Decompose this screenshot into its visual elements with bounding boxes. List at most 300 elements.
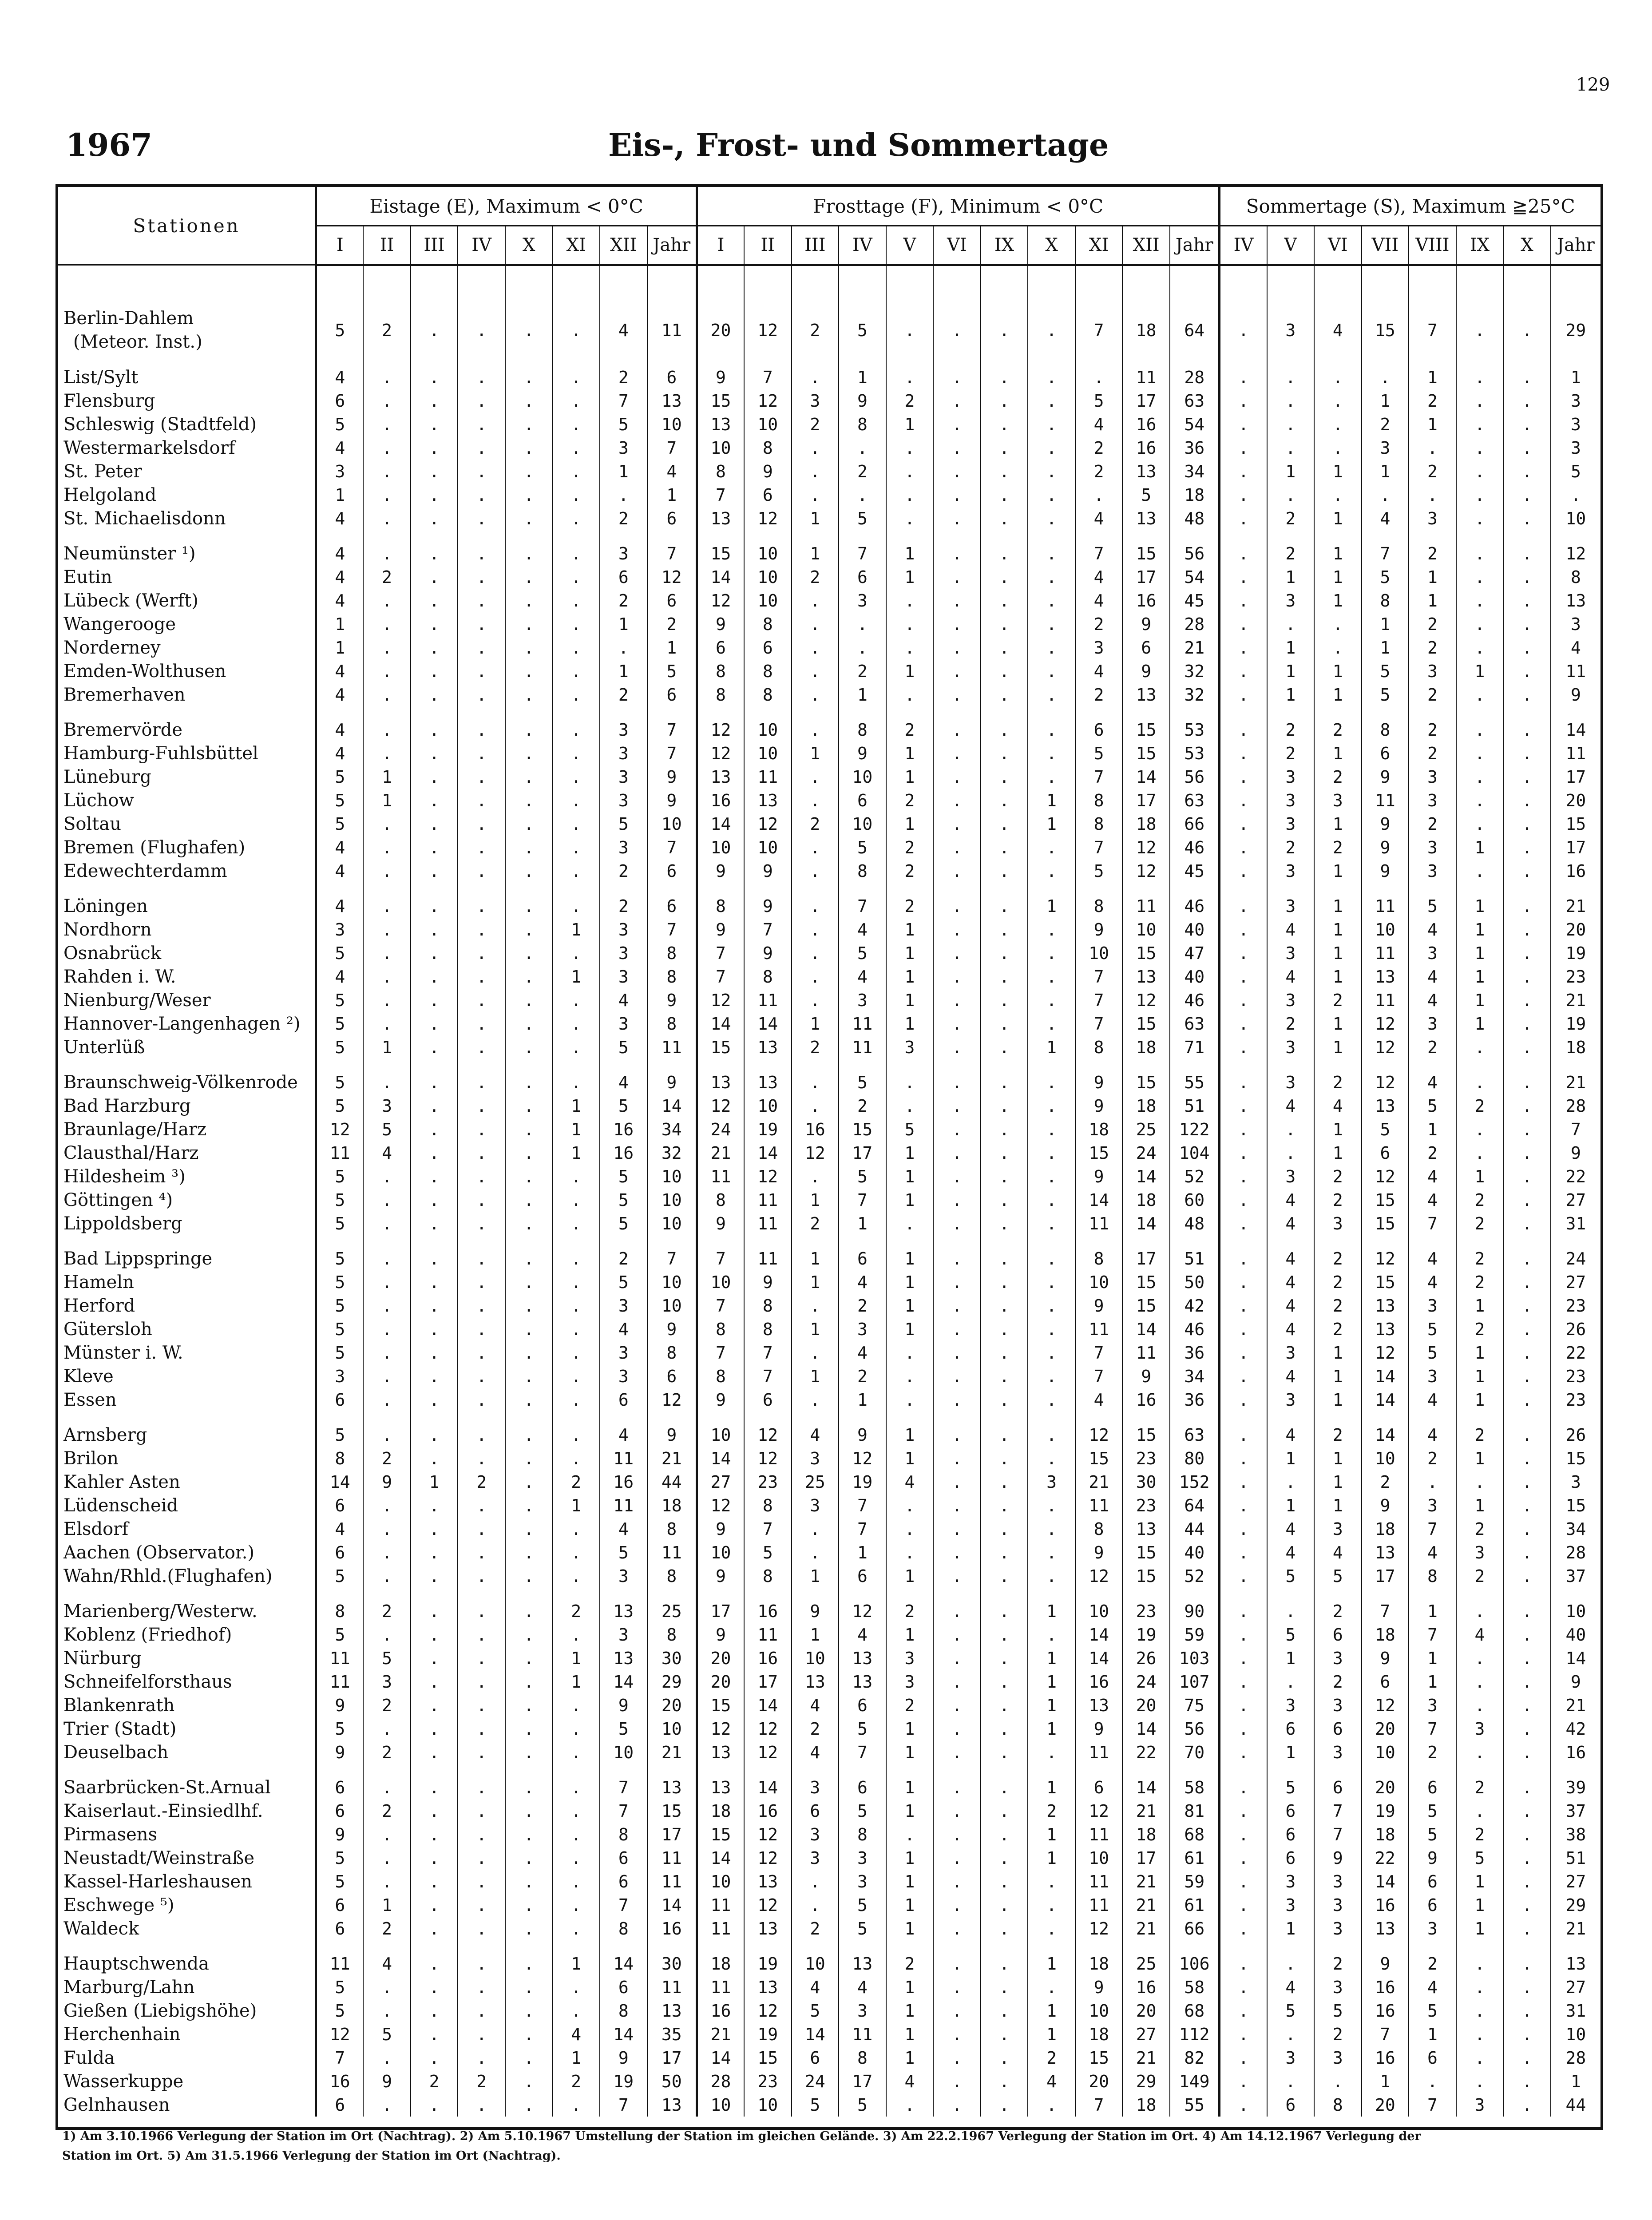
- data-cell: 4: [1267, 1423, 1315, 1447]
- data-cell: 4: [316, 589, 364, 612]
- station-row: [58, 1952, 1600, 1975]
- station-row: [58, 2093, 1600, 2117]
- data-cell: 1: [886, 1893, 934, 1917]
- data-cell: .: [411, 1423, 458, 1447]
- data-cell: 2: [886, 389, 934, 412]
- data-cell: .: [411, 2093, 458, 2117]
- data-cell: .: [552, 1541, 600, 1564]
- station-name: Bremen (Flughafen): [58, 836, 316, 859]
- data-cell: .: [411, 659, 458, 683]
- data-cell: 10: [744, 589, 792, 612]
- data-cell: .: [981, 1118, 1028, 1141]
- data-cell: .: [505, 789, 553, 812]
- station-name: Hannover-Langenhagen ²): [58, 1012, 316, 1035]
- data-cell: 9: [1362, 765, 1409, 789]
- data-cell: 10: [744, 412, 792, 436]
- data-cell: 1: [886, 988, 934, 1012]
- data-cell: .: [1503, 1094, 1551, 1118]
- data-cell: 1: [552, 1118, 600, 1141]
- data-cell: .: [505, 683, 553, 706]
- data-cell: .: [1314, 389, 1362, 412]
- data-cell: .: [411, 1247, 458, 1270]
- data-cell: 3: [792, 1494, 839, 1517]
- data-cell: 8: [647, 1012, 697, 1035]
- station-name-line: (Meteor. Inst.): [73, 332, 202, 352]
- footnote-line: 1) Am 3.10.1966 Verlegung der Station im Ort (Nachtrag). 2) Am 5.10.1967 Umstellung der Station im gleichen Gelände. 3) Am 22.2.1967 Verlegung der Station im Ort. 4) Am 14.12.1967 Verlegung der: [62, 2129, 1421, 2143]
- station-row: [58, 1740, 1600, 1764]
- data-cell: 12: [647, 565, 697, 589]
- data-cell: 4: [1075, 589, 1123, 612]
- data-cell: 18: [1362, 1623, 1409, 1646]
- data-cell: .: [411, 789, 458, 812]
- data-cell: .: [1028, 1740, 1075, 1764]
- data-cell: 2: [600, 507, 647, 530]
- data-cell: 13: [1362, 965, 1409, 988]
- data-cell: 3: [1267, 1870, 1315, 1893]
- station-name: Gütersloh: [58, 1317, 316, 1341]
- data-cell: .: [1220, 918, 1267, 941]
- data-cell: .: [458, 765, 505, 789]
- data-cell: 8: [697, 659, 744, 683]
- data-cell: .: [505, 1494, 553, 1517]
- data-cell: .: [1409, 2069, 1456, 2093]
- data-cell: 2: [458, 2069, 505, 2093]
- data-cell: 5: [1409, 1823, 1456, 1846]
- data-cell: 1: [886, 1870, 934, 1893]
- data-cell: 7: [697, 1341, 744, 1364]
- data-cell: 21: [1565, 990, 1586, 1010]
- data-cell: 16: [1362, 1975, 1409, 1999]
- data-cell: 14: [1075, 1623, 1123, 1646]
- data-cell: .: [1028, 2093, 1075, 2117]
- data-cell: 22: [1122, 1740, 1170, 1764]
- data-cell: 4: [1409, 1270, 1456, 1294]
- data-cell: 4: [600, 1317, 647, 1341]
- data-cell: .: [933, 1247, 981, 1270]
- data-cell: 4: [839, 1975, 886, 1999]
- data-cell: 15: [1565, 1448, 1586, 1468]
- data-cell: 1: [839, 683, 886, 706]
- data-cell: .: [886, 589, 934, 612]
- data-cell: .: [1028, 1917, 1075, 1940]
- data-cell: 5: [1362, 683, 1409, 706]
- data-cell: .: [505, 2046, 553, 2069]
- data-cell: 103: [1170, 1646, 1220, 1670]
- data-cell: 7: [600, 1776, 647, 1799]
- data-cell: 9: [839, 741, 886, 765]
- data-cell: 15: [1122, 1294, 1170, 1317]
- data-cell: 2: [886, 718, 934, 741]
- data-cell: 80: [1170, 1447, 1220, 1470]
- data-cell: 4: [1409, 1388, 1456, 1411]
- data-cell: 3: [1267, 941, 1315, 965]
- data-cell: 11: [316, 1141, 364, 1165]
- data-cell: 1: [552, 2046, 600, 2069]
- data-cell: 12: [316, 1118, 364, 1141]
- data-cell: .: [458, 1364, 505, 1388]
- data-cell: .: [458, 542, 505, 565]
- station-name: Aachen (Observator.): [58, 1541, 316, 1564]
- data-cell: .: [792, 1517, 839, 1541]
- data-cell: .: [458, 1247, 505, 1270]
- data-cell: .: [505, 1188, 553, 1212]
- data-cell: 4: [1456, 1623, 1504, 1646]
- data-cell: .: [505, 1341, 553, 1364]
- data-cell: 23: [744, 2069, 792, 2093]
- data-cell: .: [505, 836, 553, 859]
- data-cell: 8: [744, 1317, 792, 1341]
- data-cell: 4: [316, 436, 364, 460]
- data-cell: .: [933, 1517, 981, 1541]
- data-cell: .: [933, 1165, 981, 1188]
- data-cell: .: [933, 836, 981, 859]
- data-cell: 1: [792, 1247, 839, 1270]
- data-cell: 10: [697, 1270, 744, 1294]
- data-cell: .: [1028, 1317, 1075, 1341]
- month-header: III: [411, 226, 458, 265]
- data-cell: 8: [697, 683, 744, 706]
- data-cell: .: [981, 1846, 1028, 1870]
- data-cell: 55: [1170, 1070, 1220, 1094]
- data-cell: 3: [1267, 307, 1315, 354]
- data-cell: .: [411, 483, 458, 507]
- data-cell: 1: [886, 1846, 934, 1870]
- data-cell: 10: [839, 765, 886, 789]
- data-cell: 4: [1075, 565, 1123, 589]
- data-cell: 14: [697, 565, 744, 589]
- station-name: [58, 307, 316, 354]
- data-cell: .: [981, 589, 1028, 612]
- data-cell: 15: [1122, 1541, 1170, 1564]
- station-name: Marienberg/Westerw.: [58, 1599, 316, 1623]
- data-cell: .: [458, 1893, 505, 1917]
- data-cell: .: [886, 365, 934, 389]
- data-cell: 6: [839, 1247, 886, 1270]
- data-cell: 2: [792, 812, 839, 836]
- data-cell: .: [1220, 1740, 1267, 1764]
- data-cell: 11: [697, 1975, 744, 1999]
- data-cell: 1: [886, 1447, 934, 1470]
- data-cell: 1: [886, 1317, 934, 1341]
- data-cell: 2: [1314, 988, 1362, 1012]
- station-name: Bad Harzburg: [58, 1094, 316, 1118]
- data-cell: .: [505, 1141, 553, 1165]
- data-cell: 2: [1314, 1670, 1362, 1693]
- spacer-row: [58, 530, 1600, 542]
- data-cell: 6: [1314, 1717, 1362, 1740]
- data-cell: 6: [1075, 718, 1123, 741]
- data-cell: .: [933, 460, 981, 483]
- month-header: VI: [1314, 226, 1362, 265]
- data-cell: 5: [316, 1341, 364, 1364]
- data-cell: 7: [1314, 1823, 1362, 1846]
- data-cell: .: [981, 307, 1028, 354]
- data-cell: 12: [839, 1599, 886, 1623]
- data-cell: .: [505, 918, 553, 941]
- data-cell: .: [1503, 1823, 1551, 1846]
- data-cell: 5: [600, 1035, 647, 1059]
- data-cell: 2: [647, 612, 697, 636]
- data-cell: .: [1456, 1118, 1504, 1141]
- data-cell: 17: [1565, 767, 1586, 787]
- data-cell: 9: [1570, 1143, 1581, 1163]
- data-cell: .: [552, 1341, 600, 1364]
- data-cell: .: [1503, 436, 1551, 460]
- data-cell: .: [458, 612, 505, 636]
- data-cell: .: [981, 918, 1028, 941]
- data-cell: .: [552, 789, 600, 812]
- data-cell: .: [1503, 1141, 1551, 1165]
- data-cell: 1: [839, 1541, 886, 1564]
- data-cell: .: [1314, 483, 1362, 507]
- station-row: [58, 589, 1600, 612]
- data-cell: .: [552, 436, 600, 460]
- data-cell: .: [933, 1975, 981, 1999]
- data-cell: 14: [1565, 1648, 1586, 1668]
- station-row: [58, 741, 1600, 765]
- data-cell: 3: [792, 1776, 839, 1799]
- data-cell: .: [1503, 1670, 1551, 1693]
- data-cell: .: [505, 1317, 553, 1341]
- month-header: X: [1028, 226, 1075, 265]
- data-cell: .: [458, 1623, 505, 1646]
- data-cell: 13: [1362, 1917, 1409, 1940]
- month-header: IV: [1220, 226, 1267, 265]
- data-cell: 2: [1409, 741, 1456, 765]
- station-name: Gelnhausen: [58, 2093, 316, 2117]
- data-cell: 10: [1075, 1846, 1123, 1870]
- data-cell: 2: [792, 412, 839, 436]
- data-cell: 7: [839, 1740, 886, 1764]
- data-cell: 1: [1267, 683, 1315, 706]
- data-cell: .: [411, 1317, 458, 1341]
- data-cell: .: [1028, 765, 1075, 789]
- data-cell: 6: [744, 483, 792, 507]
- data-cell: .: [1503, 1999, 1551, 2022]
- year-heading: 1967: [66, 127, 152, 163]
- data-cell: .: [505, 1165, 553, 1188]
- data-cell: 6: [839, 565, 886, 589]
- data-cell: .: [886, 612, 934, 636]
- data-cell: 7: [744, 918, 792, 941]
- data-cell: 5: [316, 1623, 364, 1646]
- data-cell: 2: [1267, 542, 1315, 565]
- data-cell: 14: [600, 1670, 647, 1693]
- data-cell: .: [1503, 941, 1551, 965]
- data-cell: 7: [1362, 2022, 1409, 2046]
- data-cell: 7: [647, 542, 697, 565]
- data-cell: 1: [1267, 1494, 1315, 1517]
- data-cell: .: [552, 1364, 600, 1388]
- data-cell: 1: [1028, 1952, 1075, 1975]
- data-cell: 63: [1170, 789, 1220, 812]
- data-cell: .: [1220, 1623, 1267, 1646]
- station-row: [58, 683, 1600, 706]
- data-cell: .: [933, 1494, 981, 1517]
- data-cell: 51: [1565, 1848, 1586, 1868]
- data-cell: 1: [1409, 1118, 1456, 1141]
- data-cell: .: [411, 365, 458, 389]
- data-cell: .: [411, 436, 458, 460]
- data-cell: 3: [1267, 894, 1315, 918]
- data-cell: 1: [316, 612, 364, 636]
- data-cell: .: [505, 718, 553, 741]
- data-cell: 9: [1570, 685, 1581, 705]
- data-cell: 4: [839, 1341, 886, 1364]
- data-cell: 12: [697, 741, 744, 765]
- data-cell: .: [1503, 1188, 1551, 1212]
- data-cell: 12: [1362, 1341, 1409, 1364]
- data-cell: 4: [1362, 507, 1409, 530]
- data-cell: 11: [1075, 1893, 1123, 1917]
- data-cell: 16: [1362, 1893, 1409, 1917]
- data-cell: .: [981, 1670, 1028, 1693]
- data-cell: .: [1028, 1094, 1075, 1118]
- data-cell: .: [1267, 1470, 1315, 1494]
- data-cell: 44: [1565, 2095, 1586, 2115]
- data-cell: .: [1028, 918, 1075, 941]
- data-cell: 2: [363, 565, 411, 589]
- data-cell: 5: [839, 1799, 886, 1823]
- data-cell: 3: [792, 389, 839, 412]
- data-cell: 13: [647, 2093, 697, 2117]
- data-cell: 14: [1122, 1317, 1170, 1341]
- data-cell: 16: [1565, 1742, 1586, 1762]
- data-cell: .: [981, 1623, 1028, 1646]
- data-cell: 1: [1314, 965, 1362, 988]
- data-cell: 1: [1267, 636, 1315, 659]
- data-cell: .: [1267, 2022, 1315, 2046]
- data-cell: 15: [1122, 718, 1170, 741]
- data-cell: 9: [744, 859, 792, 883]
- data-cell: 30: [647, 1952, 697, 1975]
- data-cell: .: [411, 718, 458, 741]
- data-cell: .: [933, 1717, 981, 1740]
- data-cell: 13: [697, 1070, 744, 1094]
- data-cell: .: [933, 2069, 981, 2093]
- data-cell: .: [981, 1599, 1028, 1623]
- data-cell: 8: [744, 1294, 792, 1317]
- data-cell: 24: [1122, 1670, 1170, 1693]
- station-name: Westermarkelsdorf: [58, 436, 316, 460]
- data-cell: 1: [600, 659, 647, 683]
- data-cell: .: [363, 918, 411, 941]
- data-cell: .: [1456, 507, 1504, 530]
- data-cell: 1: [886, 2022, 934, 2046]
- data-cell: 11: [600, 1494, 647, 1517]
- data-cell: .: [1220, 789, 1267, 812]
- data-cell: 4: [1314, 1094, 1362, 1118]
- data-cell: 3: [1267, 859, 1315, 883]
- data-cell: 5: [600, 1541, 647, 1564]
- station-name-line: Berlin-Dahlem: [63, 308, 194, 329]
- data-cell: 29: [1565, 1895, 1586, 1915]
- data-cell: .: [411, 1799, 458, 1823]
- data-cell: 11: [1075, 1317, 1123, 1341]
- station-row: [58, 1094, 1600, 1118]
- data-cell: 5: [600, 412, 647, 436]
- data-cell: .: [981, 1975, 1028, 1999]
- station-name: Trier (Stadt): [58, 1717, 316, 1740]
- data-cell: .: [933, 2093, 981, 2117]
- data-cell: 13: [792, 1670, 839, 1693]
- data-cell: .: [458, 1740, 505, 1764]
- data-cell: .: [981, 1693, 1028, 1717]
- data-cell: 13: [697, 1740, 744, 1764]
- data-cell: 4: [600, 1423, 647, 1447]
- data-cell: 14: [1122, 765, 1170, 789]
- data-cell: 1: [1362, 389, 1409, 412]
- data-cell: 30: [1122, 1470, 1170, 1494]
- data-cell: 18: [1122, 1823, 1170, 1846]
- data-cell: 11: [1362, 894, 1409, 918]
- data-cell: .: [1028, 589, 1075, 612]
- data-cell: .: [1220, 1012, 1267, 1035]
- data-cell: .: [1220, 612, 1267, 636]
- data-cell: .: [981, 1012, 1028, 1035]
- data-cell: 25: [1122, 1118, 1170, 1141]
- data-cell: 19: [1362, 1799, 1409, 1823]
- data-cell: 14: [316, 1470, 364, 1494]
- data-cell: 1: [1570, 2071, 1581, 2091]
- data-cell: 1: [886, 1270, 934, 1294]
- data-cell: .: [1503, 2022, 1551, 2046]
- data-cell: 2: [1362, 1470, 1409, 1494]
- data-cell: .: [981, 1870, 1028, 1893]
- data-cell: 4: [1267, 1212, 1315, 1235]
- month-header: III: [792, 226, 839, 265]
- data-cell: 2: [1314, 718, 1362, 741]
- data-cell: .: [1503, 636, 1551, 659]
- data-cell: 7: [1362, 1599, 1409, 1623]
- data-cell: .: [933, 1893, 981, 1917]
- data-cell: 1: [1028, 1776, 1075, 1799]
- data-cell: .: [458, 2093, 505, 2117]
- data-cell: 44: [647, 1470, 697, 1494]
- data-cell: 17: [1122, 1846, 1170, 1870]
- data-cell: .: [886, 1517, 934, 1541]
- data-cell: 1: [1314, 1035, 1362, 1059]
- data-cell: .: [981, 1917, 1028, 1940]
- data-cell: 1: [1314, 1470, 1362, 1494]
- data-cell: 16: [792, 1118, 839, 1141]
- station-row: [58, 1799, 1600, 1823]
- data-cell: .: [1220, 1564, 1267, 1588]
- data-cell: 6: [1122, 636, 1170, 659]
- data-cell: 3: [1409, 1012, 1456, 1035]
- data-cell: 14: [744, 1012, 792, 1035]
- data-cell: .: [933, 1623, 981, 1646]
- data-cell: 12: [1122, 988, 1170, 1012]
- data-cell: 11: [647, 1870, 697, 1893]
- data-cell: 36: [1170, 1341, 1220, 1364]
- data-cell: 11: [1565, 743, 1586, 763]
- data-cell: 1: [1028, 1693, 1075, 1717]
- data-cell: 2: [363, 307, 411, 354]
- data-cell: .: [981, 836, 1028, 859]
- station-name: Braunschweig-Völkenrode: [58, 1070, 316, 1094]
- data-cell: .: [933, 1035, 981, 1059]
- data-cell: 21: [1122, 2046, 1170, 2069]
- data-cell: 3: [1314, 1212, 1362, 1235]
- data-cell: .: [552, 836, 600, 859]
- data-cell: 14: [600, 1952, 647, 1975]
- data-cell: 16: [1075, 1670, 1123, 1693]
- data-cell: 2: [792, 565, 839, 589]
- data-cell: 28: [1170, 365, 1220, 389]
- month-header: VII: [1362, 226, 1409, 265]
- data-cell: 24: [697, 1118, 744, 1141]
